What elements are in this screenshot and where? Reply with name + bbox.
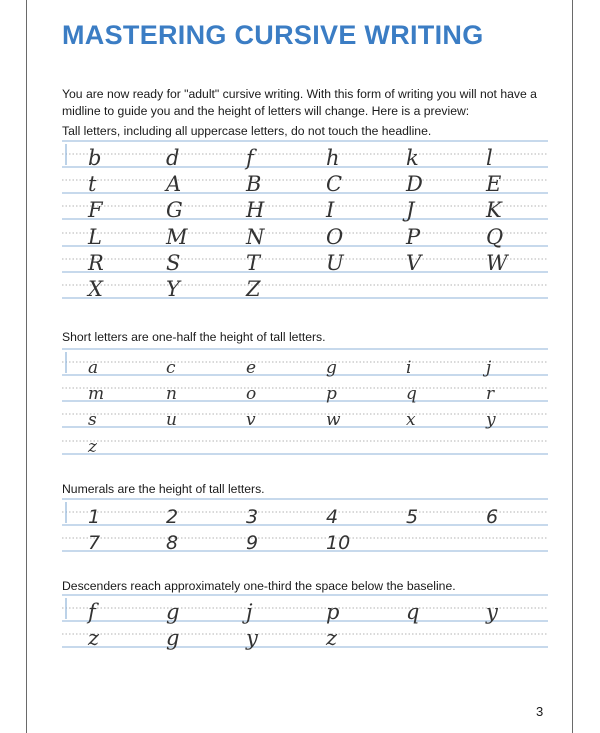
tall-cursive-glyph: E <box>486 172 502 196</box>
tall-cursive-glyph: O <box>326 225 344 249</box>
short-cursive-glyph: n <box>166 384 177 404</box>
short-cursive-glyph: z <box>88 437 97 457</box>
tall-cursive-glyph: k <box>406 146 419 170</box>
tall-cursive-glyph: U <box>326 251 344 275</box>
descenders-cursive-glyph: z <box>326 626 338 650</box>
numerals-cursive-glyph: 4 <box>326 506 339 528</box>
short-cursive-glyph: c <box>166 358 176 378</box>
tall-cursive-glyph: T <box>246 251 261 275</box>
short-cursive-glyph: r <box>486 384 495 404</box>
tall-cursive-glyph: t <box>88 172 97 196</box>
numerals-cursive-glyph: 5 <box>406 506 419 528</box>
numerals-label: Numerals are the height of tall letters. <box>62 482 265 496</box>
tall-cursive-glyph: h <box>326 146 340 170</box>
descenders-cursive-glyph: g <box>166 626 180 650</box>
tall-cursive-glyph: N <box>246 225 265 249</box>
numerals-cursive-glyph: 8 <box>166 532 179 554</box>
tall-cursive-glyph: W <box>486 251 508 275</box>
page-number: 3 <box>536 704 544 719</box>
short-letters-label: Short letters are one-half the height of tall letters. <box>62 330 326 344</box>
tall-cursive-glyph: Z <box>246 277 261 301</box>
short-cursive-glyph: a <box>88 358 99 378</box>
tall-cursive-glyph: D <box>406 172 423 196</box>
tall-cursive-glyph: b <box>88 146 102 170</box>
tall-cursive-glyph: V <box>406 251 422 275</box>
descenders-cursive-glyph: f <box>88 600 96 624</box>
descenders-cursive-glyph: q <box>406 600 420 624</box>
short-cursive-glyph: u <box>166 410 177 430</box>
tall-cursive-glyph: L <box>88 225 102 249</box>
short-cursive-glyph: s <box>88 410 97 430</box>
tall-cursive-glyph: C <box>326 172 343 196</box>
numerals-cursive-glyph: 7 <box>88 532 101 554</box>
tall-cursive-glyph: l <box>486 146 493 170</box>
numerals-cursive-glyph: 9 <box>246 532 259 554</box>
numerals-cursive-glyph: 1 <box>88 506 101 528</box>
descenders-cursive-glyph: j <box>246 600 253 624</box>
short-cursive-glyph: x <box>406 410 416 430</box>
short-cursive-glyph: p <box>326 384 337 404</box>
short-cursive-glyph: o <box>246 384 257 404</box>
descenders-cursive-glyph: y <box>246 626 258 650</box>
short-cursive-glyph: e <box>246 358 257 378</box>
descenders-cursive-glyph: z <box>88 626 100 650</box>
tall-cursive-glyph: X <box>88 277 103 301</box>
tall-cursive-glyph: M <box>166 225 188 249</box>
short-cursive-glyph: w <box>326 410 341 430</box>
tall-cursive-glyph: R <box>88 251 104 275</box>
intro-paragraph: You are now ready for "adult" cursive writing. With this form of writing you will not have a midline to guide you and the height of letters will change. Here is a preview: <box>62 87 537 118</box>
tall-cursive-glyph: B <box>246 172 262 196</box>
numerals-cursive-glyph: 2 <box>166 506 179 528</box>
short-cursive-glyph: y <box>486 410 496 430</box>
tall-cursive-glyph: Y <box>166 277 180 301</box>
tall-cursive-glyph: P <box>406 225 421 249</box>
descenders-cursive-glyph: y <box>486 600 498 624</box>
tall-cursive-glyph: A <box>166 172 182 196</box>
short-cursive-glyph: q <box>406 384 417 404</box>
descenders-cursive-glyph: g <box>166 600 180 624</box>
tall-cursive-glyph: G <box>166 198 183 222</box>
short-cursive-glyph: v <box>246 410 256 430</box>
tall-letters-label: Tall letters, including all uppercase letters, do not touch the headline. <box>62 124 432 138</box>
tall-cursive-glyph: J <box>406 198 415 222</box>
tall-cursive-glyph: Q <box>486 225 504 249</box>
short-cursive-glyph: j <box>486 358 492 378</box>
numerals-cursive-glyph: 10 <box>326 532 351 554</box>
tall-cursive-glyph: d <box>166 146 180 170</box>
tall-cursive-glyph: H <box>246 198 265 222</box>
descenders-label: Descenders reach approximately one-third the space below the baseline. <box>62 579 456 593</box>
descenders-cursive-glyph: p <box>326 600 340 624</box>
tall-cursive-glyph: F <box>88 198 103 222</box>
tall-cursive-glyph: S <box>166 251 181 275</box>
tall-cursive-glyph: K <box>486 198 502 222</box>
short-cursive-glyph: g <box>326 358 337 378</box>
short-cursive-glyph: i <box>406 358 412 378</box>
numerals-cursive-glyph: 3 <box>246 506 259 528</box>
tall-cursive-glyph: I <box>326 198 335 222</box>
short-cursive-glyph: m <box>88 384 105 404</box>
page-title: MASTERING CURSIVE WRITING <box>62 20 484 50</box>
numerals-cursive-glyph: 6 <box>486 506 499 528</box>
tall-cursive-glyph: f <box>246 146 254 170</box>
